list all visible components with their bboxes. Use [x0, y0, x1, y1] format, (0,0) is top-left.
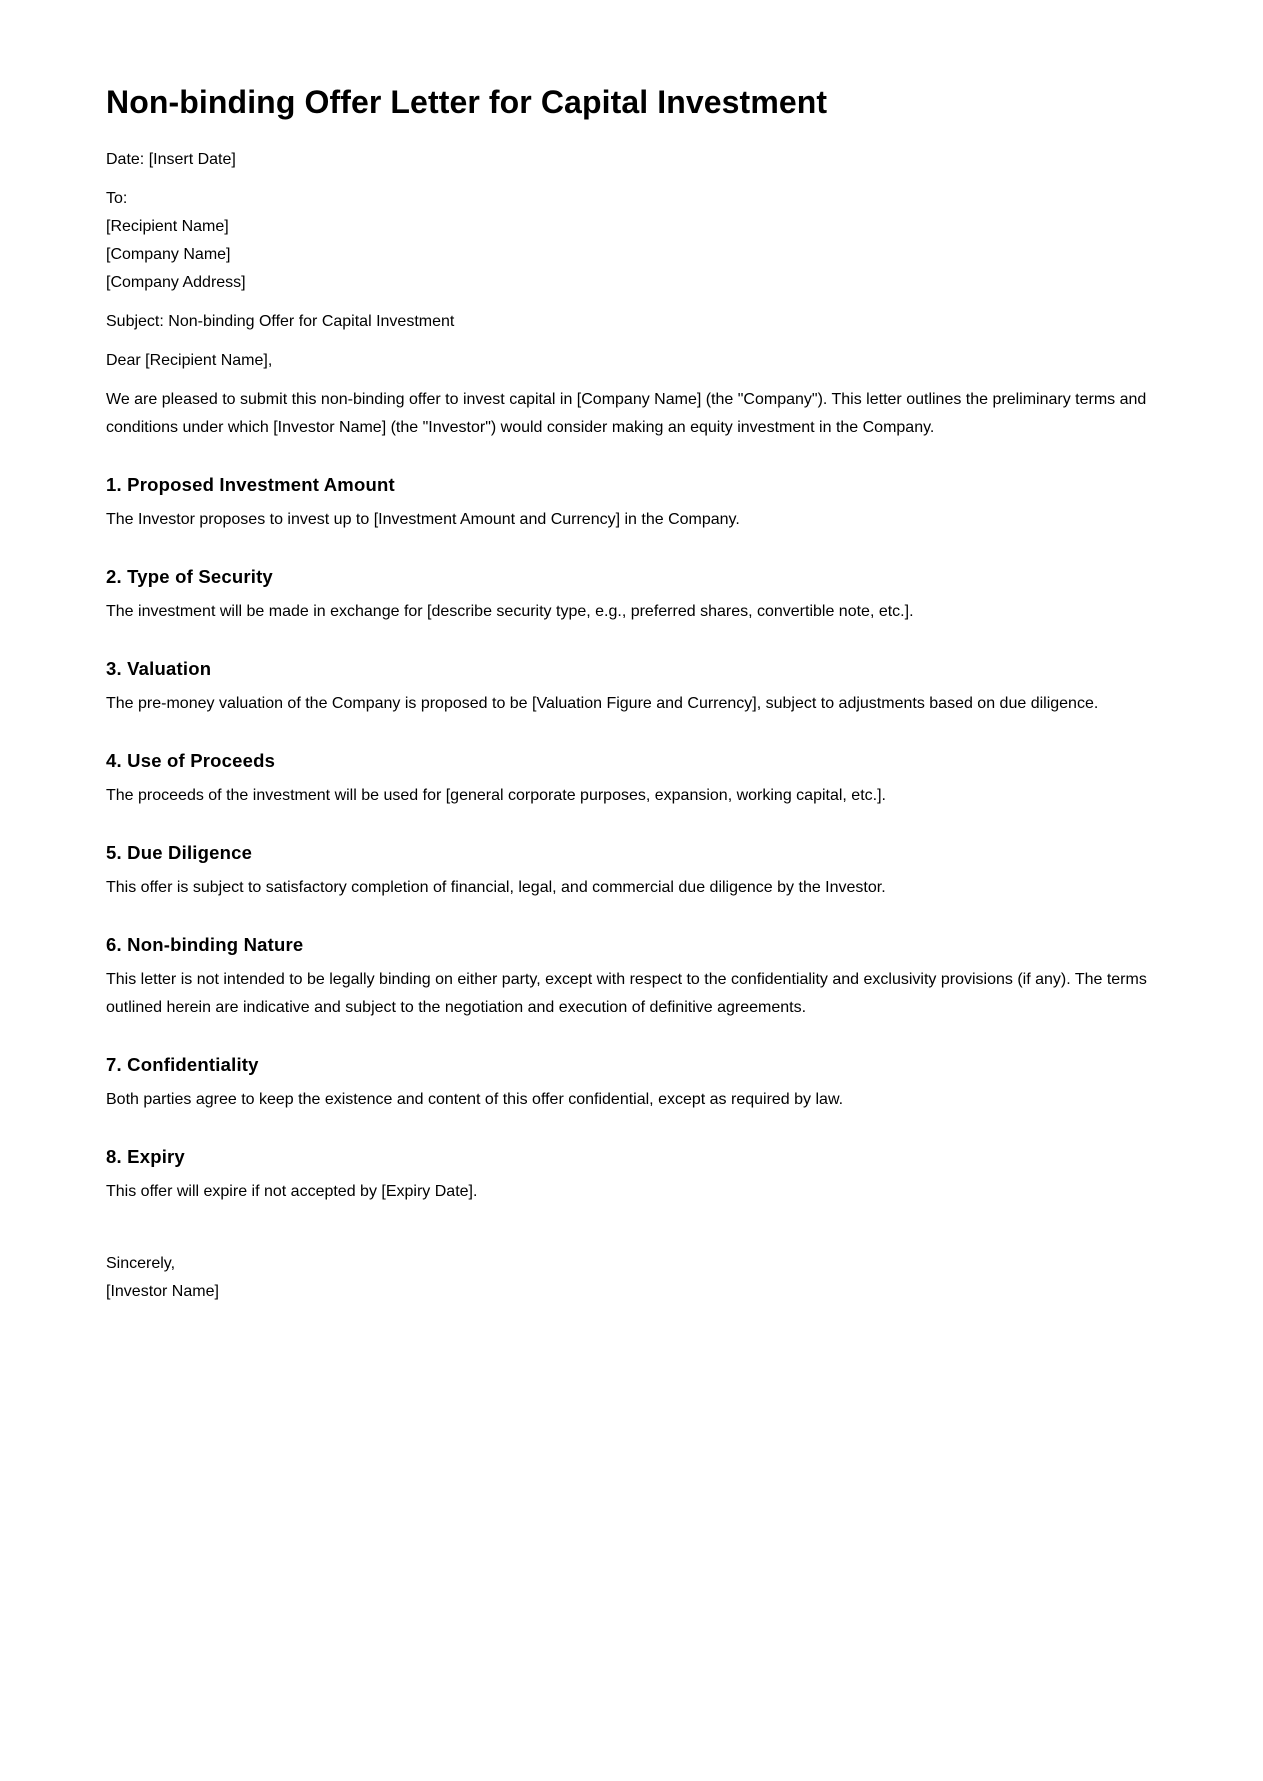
section-body-use-of-proceeds: The proceeds of the investment will be used for [general corporate purposes, expansion, working capital, etc.].	[106, 787, 886, 804]
section-body-non-binding-nature: This letter is not intended to be legally binding on either party, except with respect to the confidentiality and exclusivity provisions (if any). The terms outlined herein are indicative and subject to the negotiation and execution of definitive agreements.	[106, 971, 1147, 1016]
date-line: Date: [Insert Date]	[106, 151, 236, 168]
signatory-name: [Investor Name]	[106, 1283, 219, 1300]
section-body-investment-amount: The Investor proposes to invest up to [Investment Amount and Currency] in the Company.	[106, 511, 740, 528]
section-heading-non-binding-nature: 6. Non-binding Nature	[106, 934, 304, 955]
section-heading-type-of-security: 2. Type of Security	[106, 566, 273, 587]
section-heading-confidentiality: 7. Confidentiality	[106, 1054, 259, 1075]
section-heading-due-diligence: 5. Due Diligence	[106, 842, 253, 863]
company-address: [Company Address]	[106, 274, 246, 291]
section-body-due-diligence: This offer is subject to satisfactory completion of financial, legal, and commercial due diligence by the Investor.	[106, 879, 886, 896]
section-heading-use-of-proceeds: 4. Use of Proceeds	[106, 750, 276, 771]
section-heading-expiry: 8. Expiry	[106, 1146, 185, 1167]
valediction: Sincerely,	[106, 1255, 176, 1272]
recipient-block	[106, 185, 1166, 297]
section-body-confidentiality: Both parties agree to keep the existence and content of this offer confidential, except as required by law.	[106, 1091, 844, 1108]
section-body-valuation: The pre-money valuation of the Company is proposed to be [Valuation Figure and Currency], subject to adjustments based on due diligence.	[106, 695, 1099, 712]
company-name: [Company Name]	[106, 246, 231, 263]
intro-paragraph: We are pleased to submit this non-binding offer to invest capital in [Company Name] (the "Company"). This letter outlines the preliminary terms and conditions under which [Investor Name] (the "Investor") would consider making an equity investment in the Company.	[106, 391, 1147, 436]
salutation: Dear [Recipient Name],	[106, 352, 273, 369]
section-body-type-of-security: The investment will be made in exchange for [describe security type, e.g., preferred shares, convertible note, etc.].	[106, 603, 914, 620]
to-label: To:	[106, 190, 128, 207]
recipient-name: [Recipient Name]	[106, 218, 229, 235]
subject-line: Subject: Non-binding Offer for Capital Investment	[106, 313, 455, 330]
closing-block	[106, 1250, 1166, 1306]
letter-page	[106, 78, 1166, 1317]
letter-title: Non-binding Offer Letter for Capital Investment	[106, 84, 828, 120]
section-body-expiry: This offer will expire if not accepted by [Expiry Date].	[106, 1183, 478, 1200]
section-heading-investment-amount: 1. Proposed Investment Amount	[106, 474, 395, 495]
section-heading-valuation: 3. Valuation	[106, 658, 212, 679]
